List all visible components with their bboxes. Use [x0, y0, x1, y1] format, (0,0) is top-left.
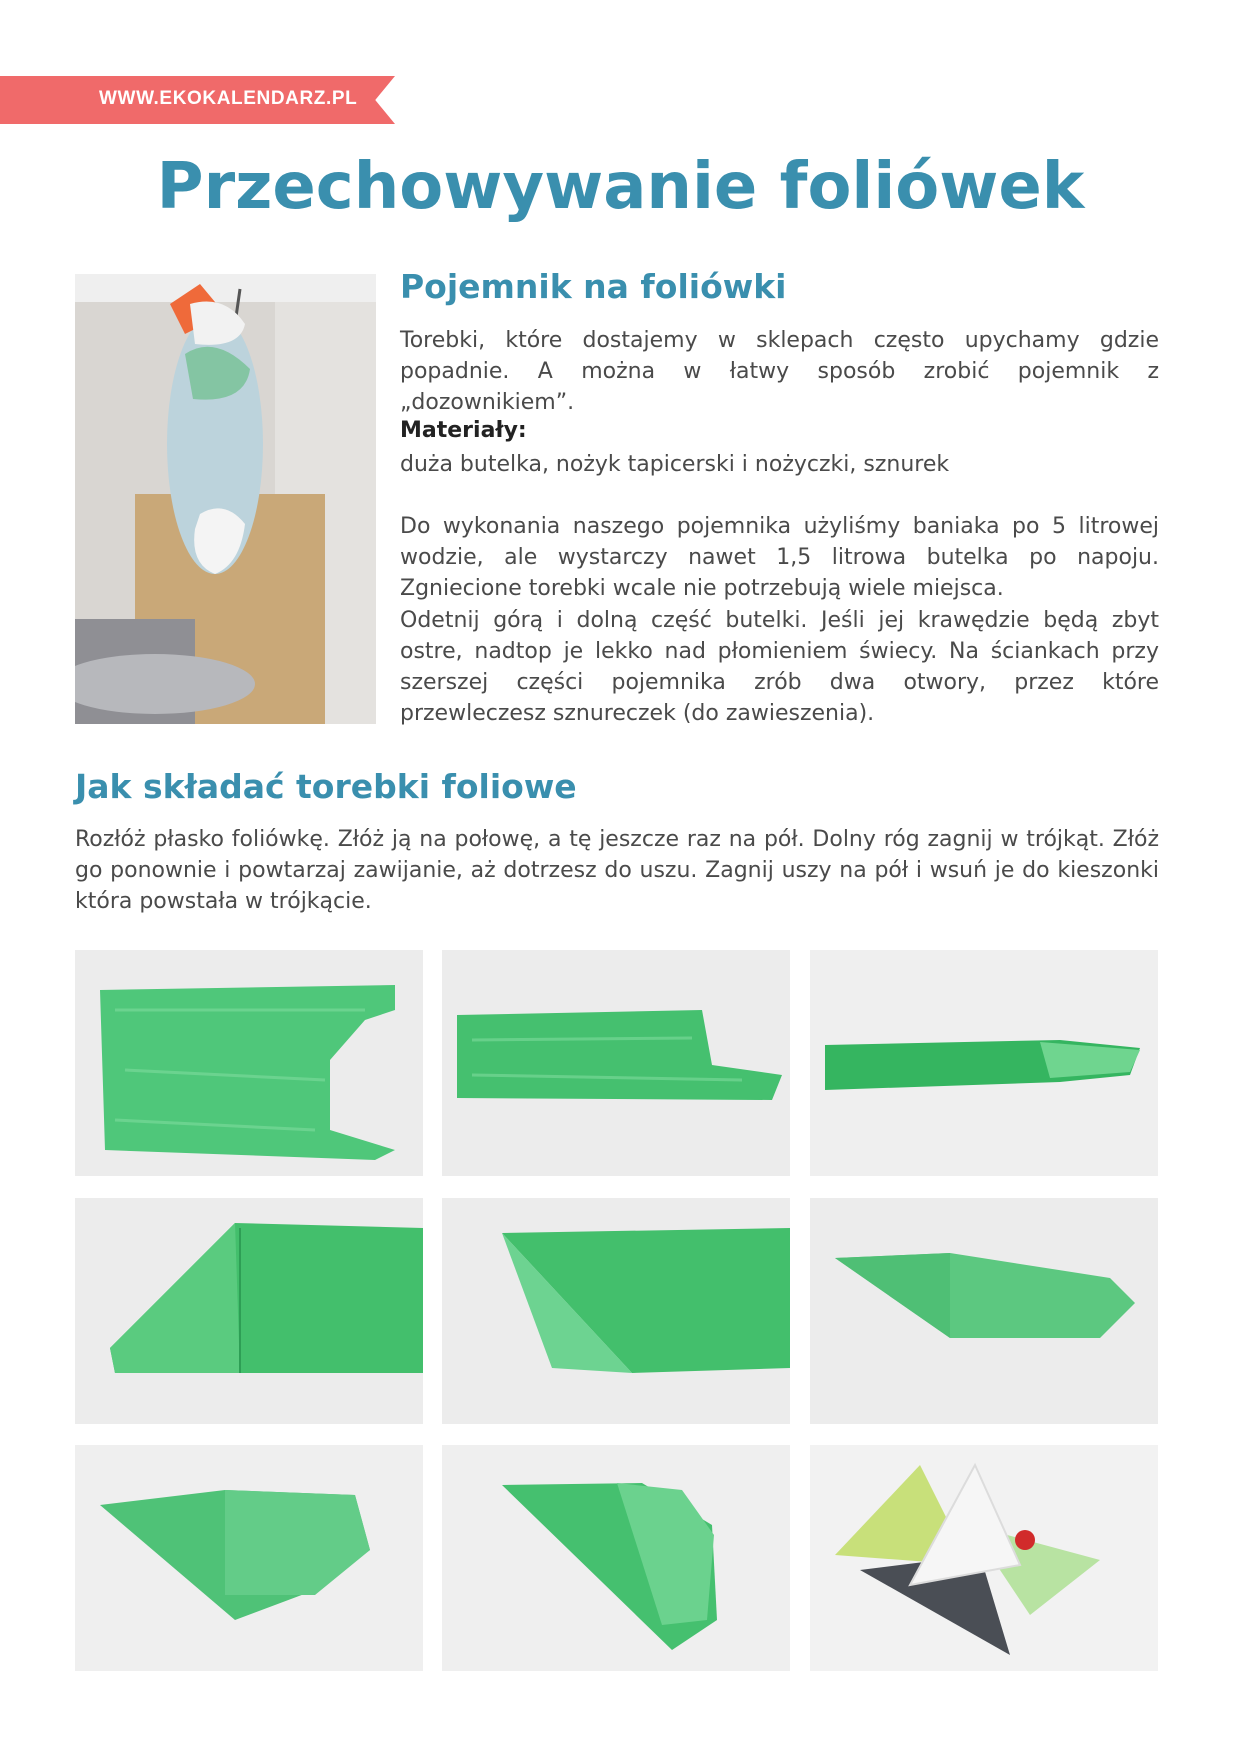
folding-step-3-photo — [810, 950, 1158, 1176]
folded-bags-result-photo — [810, 1445, 1158, 1671]
materials-list: duża butelka, nożyk tapicerski i nożyczki, sznurek — [400, 452, 950, 477]
folding-step-1-photo — [75, 950, 423, 1176]
folding-step-8-photo — [442, 1445, 790, 1671]
container-intro: Torebki, które dostajemy w sklepach często upychamy gdzie popadnie. A można w łatwy sposób zrobić pojemnik z „dozownikiem”. — [400, 328, 1159, 415]
materials-label: Materiały: — [400, 418, 527, 443]
page-title: Przechowywanie foliówek — [156, 150, 1085, 224]
website-link[interactable]: WWW.EKOKALENDARZ.PL — [99, 88, 358, 109]
folding-step-7-photo — [75, 1445, 423, 1671]
bottle-container-photo — [75, 274, 376, 724]
folding-step-5-photo — [442, 1198, 790, 1424]
container-description-1: Do wykonania naszego pojemnika użyliśmy baniaka po 5 litrowej wodzie, ale wystarczy nawet 1,5 litrowa butelka po napoju. Zgniecione torebki wcale nie potrzebują wiele miejsca. — [400, 514, 1159, 601]
container-heading: Pojemnik na foliówki — [400, 267, 787, 306]
folding-step-2-photo — [442, 950, 790, 1176]
container-description-2: Odetnij górą i dolną część butelki. Jeśli jej krawędzie będą zbyt ostre, nadtop je lekko nad płomieniem świecy. Na ściankach przy szerszej części pojemnika zrób dwa otwory, przez które przewleczesz sznureczek (do zawieszenia). — [400, 608, 1159, 726]
folding-step-6-photo — [810, 1198, 1158, 1424]
folding-heading: Jak składać torebki foliowe — [75, 767, 577, 806]
folding-step-4-photo — [75, 1198, 423, 1424]
folding-instructions: Rozłóż płasko foliówkę. Złóż ją na połowę, a tę jeszcze raz na pół. Dolny róg zagnij w trójkąt. Złóż go ponownie i powtarzaj zawijanie, aż dotrzesz do uszu. Zagnij uszy na pół i wsuń je do kieszonki która powstała w trójkącie. — [75, 827, 1159, 914]
